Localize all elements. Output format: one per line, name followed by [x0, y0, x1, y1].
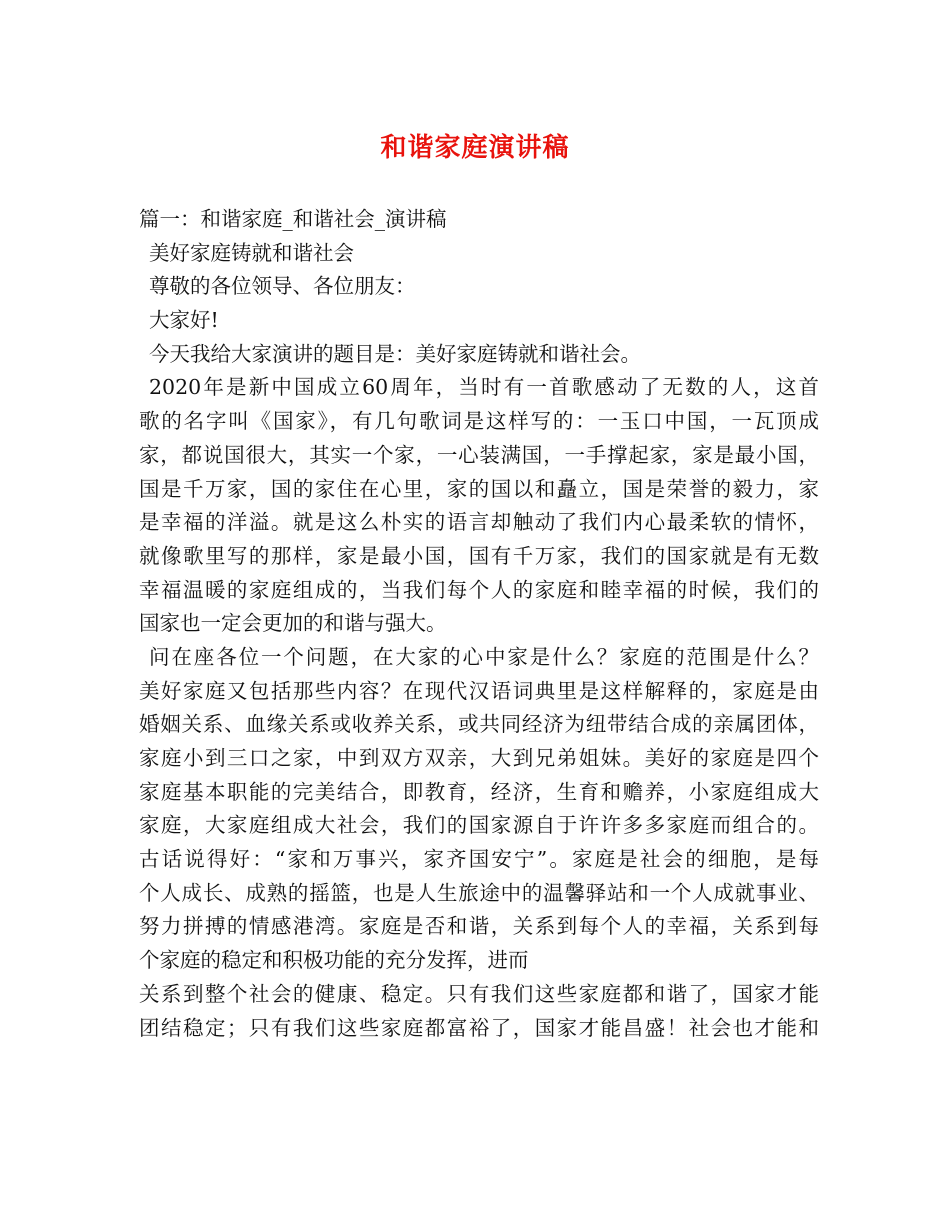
document-title: 和谐家庭演讲稿 — [380, 133, 570, 163]
text-line: 大家好! — [149, 308, 219, 333]
text-line: 问在座各位一个问题，在大家的心中家是什么？家庭的范围是什么？ — [149, 644, 819, 669]
text-line: 是幸福的洋溢。就是这么朴实的语言却触动了我们内心最柔软的情怀， — [139, 510, 819, 535]
text-line: 婚姻关系、血缘关系或收养关系，或共同经济为纽带结合成的亲属团体， — [139, 712, 819, 737]
text-line: 今天我给大家演讲的题目是：美好家庭铸就和谐社会。 — [149, 341, 641, 366]
text-line: 家庭小到三口之家，中到双方双亲，大到兄弟姐妹。美好的家庭是四个 — [139, 746, 819, 770]
text-line: 国是千万家，国的家住在心里，家的国以和矗立，国是荣誉的毅力，家 — [139, 476, 819, 501]
text-line: 个人成长、成熟的摇篮，也是人生旅途中的温馨驿站和一个人成就事业、 — [139, 880, 819, 905]
text-line: 关系到整个社会的健康、稳定。只有我们这些家庭都和谐了，国家才能 — [139, 981, 819, 1006]
text-line: 家庭基本职能的完美结合，即教育，经济，生育和赡养，小家庭组成大 — [139, 779, 819, 804]
text-line: 美好家庭铸就和谐社会 — [149, 240, 354, 265]
text-line: 家庭，大家庭组成大社会，我们的国家源自于许许多多家庭而组合的。 — [139, 813, 819, 838]
text-line: 团结稳定；只有我们这些家庭都富裕了，国家才能昌盛！社会也才能和 — [139, 1015, 819, 1040]
text-line: 美好家庭又包括那些内容？在现代汉语词典里是这样解释的，家庭是由 — [139, 678, 819, 703]
text-line: 国家也一定会更加的和谐与强大。 — [139, 611, 447, 636]
text-line: 努力拼搏的情感港湾。家庭是否和谐，关系到每个人的幸福，关系到每 — [139, 914, 819, 939]
text-line: 个家庭的稳定和积极功能的充分发挥，进而 — [139, 948, 529, 973]
text-line: 2020年是新中国成立60周年，当时有一首歌感动了无数的人，这首 — [149, 375, 819, 400]
text-line: 就像歌里写的那样，家是最小国，国有千万家，我们的国家就是有无数 — [139, 543, 819, 568]
text-line: 幸福温暖的家庭组成的，当我们每个人的家庭和睦幸福的时候，我们的 — [139, 577, 819, 602]
document-body — [139, 203, 819, 1045]
text-line: 尊敬的各位领导、各位朋友： — [149, 274, 416, 299]
text-line: 歌的名字叫《国家》，有几句歌词是这样写的：一玉口中国，一瓦顶成 — [139, 409, 819, 434]
text-line: 古话说得好：“家和万事兴，家齐国安宁”。家庭是社会的细胞，是每 — [139, 847, 819, 872]
text-line: 家，都说国很大，其实一个家，一心装满国，一手撑起家，家是最小国， — [139, 442, 819, 467]
text-line: 篇一：和谐家庭_和谐社会_演讲稿 — [139, 207, 447, 231]
